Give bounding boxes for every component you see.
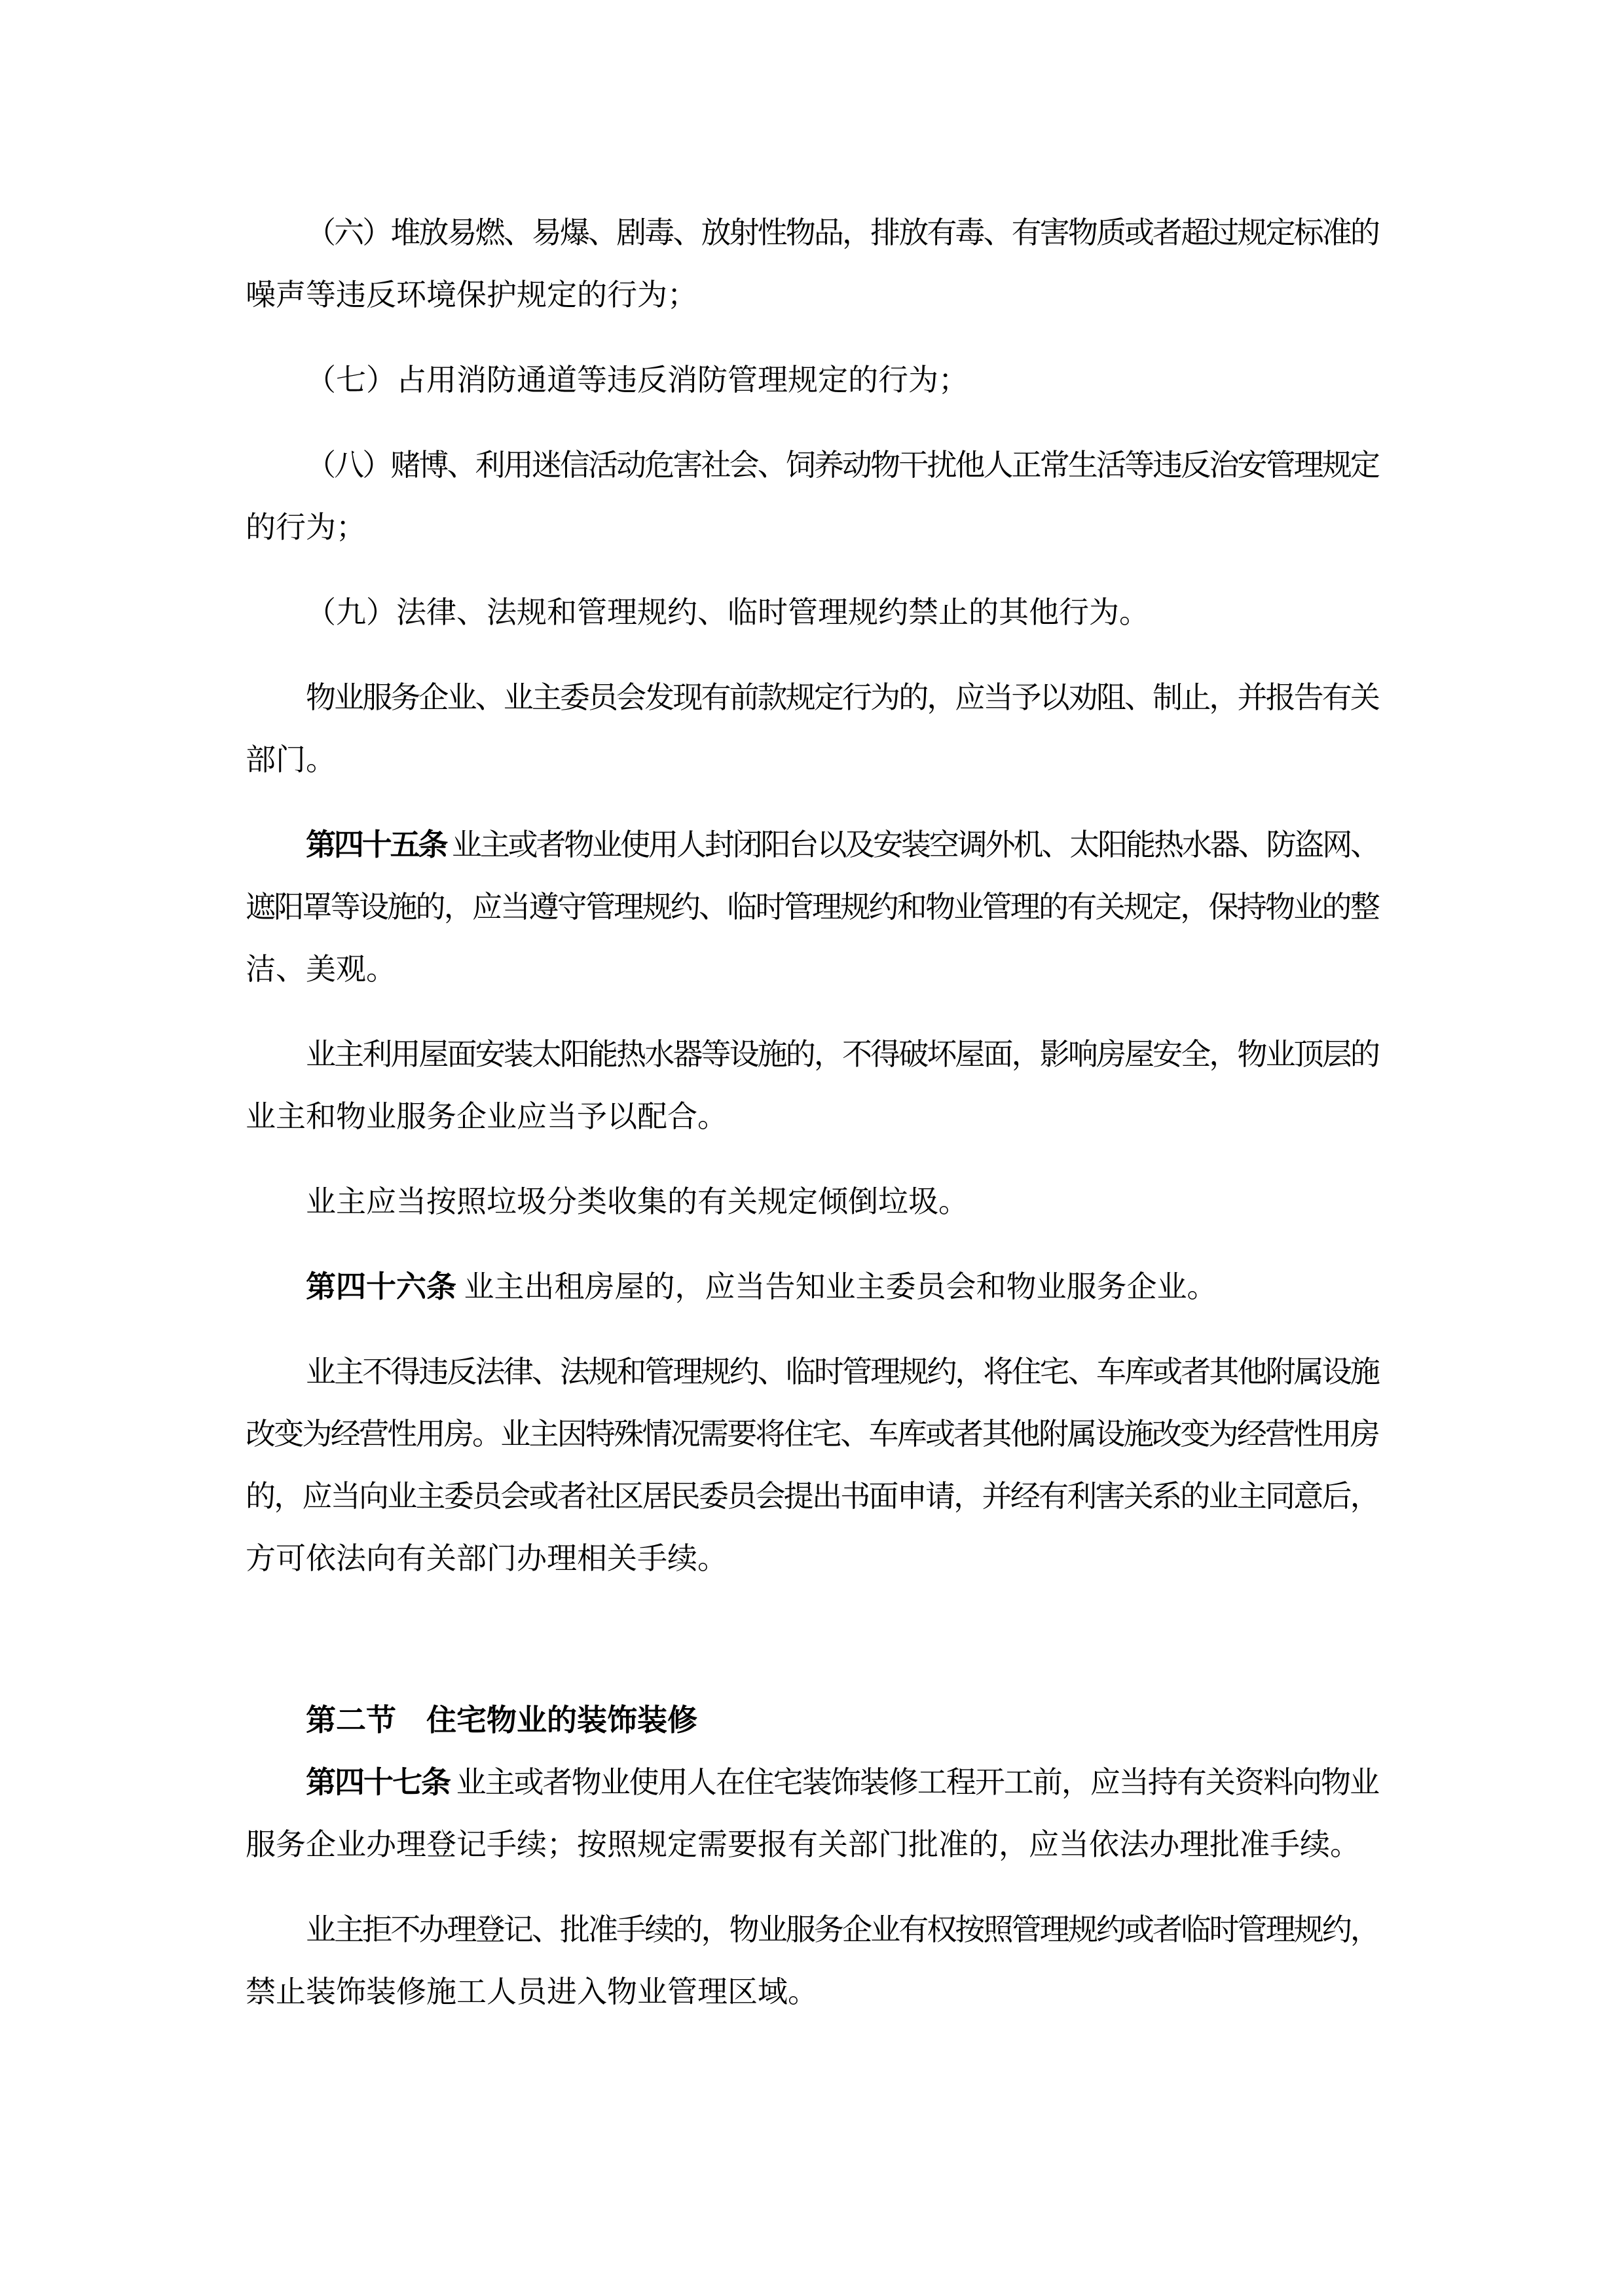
text-line bbox=[246, 1341, 1378, 1403]
line-runs bbox=[246, 278, 697, 312]
text-line bbox=[246, 581, 1378, 644]
text-run: 业主应当按照垃圾分类收集的有关规定倾倒垃圾。 bbox=[306, 1185, 969, 1218]
text-run: 业主利用屋面安装太阳能热水器等设施的，不得破坏屋面，影响房屋安全，物业顶层的 bbox=[306, 1038, 1379, 1071]
text-run: 方可依法向有关部门办理相关手续。 bbox=[246, 1542, 728, 1575]
text-run: 洁、美观。 bbox=[246, 953, 396, 986]
line-runs bbox=[246, 890, 1378, 924]
line-runs bbox=[246, 1417, 1378, 1451]
text-line bbox=[246, 434, 1378, 496]
text-line bbox=[246, 1961, 1378, 2023]
text-line bbox=[246, 938, 1378, 1000]
text-line bbox=[246, 1751, 1378, 1813]
paragraph bbox=[246, 581, 1378, 644]
text-line bbox=[246, 666, 1378, 729]
text-run: 业主或者物业使用人封闭阳台以及安装空调外机、太阳能热水器、防盗网、 bbox=[446, 828, 1379, 862]
text-line bbox=[246, 1465, 1378, 1527]
article-number: 第二节 住宅物业的装饰装修 bbox=[306, 1704, 697, 1737]
line-runs bbox=[306, 1704, 697, 1737]
line-runs bbox=[246, 1975, 818, 2009]
text-line bbox=[246, 264, 1378, 326]
section-heading bbox=[246, 1689, 1378, 1751]
text-run: 业主不得违反法律、法规和管理规约、临时管理规约，将住宅、车库或者其他附属设施 bbox=[306, 1355, 1379, 1389]
text-line bbox=[246, 1689, 1378, 1751]
paragraph bbox=[246, 1023, 1378, 1148]
text-line bbox=[246, 1023, 1378, 1085]
text-line bbox=[246, 876, 1378, 938]
paragraph bbox=[246, 434, 1378, 558]
line-runs bbox=[246, 1100, 728, 1133]
line-runs bbox=[246, 511, 366, 544]
line-runs bbox=[306, 1185, 969, 1218]
line-runs bbox=[306, 596, 1149, 629]
line-runs bbox=[246, 1480, 1378, 1513]
text-line bbox=[246, 1085, 1378, 1148]
text-line bbox=[246, 1899, 1378, 1961]
text-line bbox=[246, 349, 1378, 411]
line-runs bbox=[246, 743, 336, 776]
line-runs bbox=[246, 953, 396, 986]
line-runs bbox=[306, 363, 969, 397]
text-run: 业主拒不办理登记、批准手续的，物业服务企业有权按照管理规约或者临时管理规约， bbox=[306, 1913, 1379, 1946]
paragraph bbox=[246, 1256, 1378, 1318]
line-runs bbox=[306, 1355, 1378, 1389]
paragraph bbox=[246, 666, 1378, 791]
text-run: 服务企业办理登记手续；按照规定需要报有关部门批准的，应当依法办理批准手续。 bbox=[246, 1828, 1360, 1861]
text-run: 改变为经营性用房。业主因特殊情况需要将住宅、车库或者其他附属设施改变为经营性用房 bbox=[246, 1417, 1378, 1451]
text-run: 的，应当向业主委员会或者社区居民委员会提出书面申请，并经有利害关系的业主同意后， bbox=[246, 1480, 1378, 1513]
text-run: （九）法律、法规和管理规约、临时管理规约禁止的其他行为。 bbox=[306, 596, 1149, 629]
text-line bbox=[246, 1256, 1378, 1318]
line-runs bbox=[306, 1038, 1378, 1071]
line-runs bbox=[306, 681, 1378, 714]
text-run: 业主出租房屋的，应当告知业主委员会和物业服务企业。 bbox=[456, 1270, 1217, 1303]
line-runs bbox=[306, 216, 1378, 249]
text-run: （七）占用消防通道等违反消防管理规定的行为； bbox=[306, 363, 969, 397]
text-run: 物业服务企业、业主委员会发现有前款规定行为的，应当予以劝阻、制止，并报告有关 bbox=[306, 681, 1379, 714]
text-line bbox=[246, 814, 1378, 876]
text-line bbox=[246, 1813, 1378, 1876]
text-run: 业主或者物业使用人在住宅装饰装修工程开工前，应当持有关资料向物业 bbox=[450, 1766, 1379, 1799]
text-run: 禁止装饰装修施工人员进入物业管理区域。 bbox=[246, 1975, 818, 2009]
article-number: 第四十七条 bbox=[306, 1766, 451, 1799]
paragraph bbox=[246, 1171, 1378, 1233]
line-runs bbox=[306, 448, 1378, 482]
paragraph bbox=[246, 814, 1378, 1000]
paragraph bbox=[246, 1341, 1378, 1590]
line-runs bbox=[306, 1913, 1378, 1946]
text-line bbox=[246, 1527, 1378, 1590]
line-runs bbox=[306, 828, 1378, 862]
paragraph bbox=[246, 1899, 1378, 2023]
text-line bbox=[246, 729, 1378, 791]
line-runs bbox=[246, 1542, 728, 1575]
text-run: 业主和物业服务企业应当予以配合。 bbox=[246, 1100, 728, 1133]
text-run: 噪声等违反环境保护规定的行为； bbox=[246, 278, 697, 312]
text-run: 的行为； bbox=[246, 511, 366, 544]
text-run: （八）赌博、利用迷信活动危害社会、饲养动物干扰他人正常生活等违反治安管理规定 bbox=[306, 448, 1379, 482]
line-runs bbox=[306, 1270, 1217, 1303]
text-line bbox=[246, 496, 1378, 558]
text-run: （六）堆放易燃、易爆、剧毒、放射性物品，排放有毒、有害物质或者超过规定标准的 bbox=[306, 216, 1379, 249]
text-line bbox=[246, 202, 1378, 264]
text-run: 部门。 bbox=[246, 743, 336, 776]
document-body bbox=[246, 202, 1378, 2023]
article-number: 第四十六条 bbox=[306, 1270, 456, 1303]
paragraph bbox=[246, 202, 1378, 326]
text-line bbox=[246, 1403, 1378, 1465]
paragraph bbox=[246, 349, 1378, 411]
line-runs bbox=[246, 1828, 1360, 1861]
text-run: 遮阳罩等设施的，应当遵守管理规约、临时管理规约和物业管理的有关规定，保持物业的整 bbox=[246, 890, 1378, 924]
line-runs bbox=[306, 1766, 1378, 1799]
paragraph bbox=[246, 1751, 1378, 1876]
text-line bbox=[246, 1171, 1378, 1233]
article-number: 第四十五条 bbox=[306, 828, 447, 862]
